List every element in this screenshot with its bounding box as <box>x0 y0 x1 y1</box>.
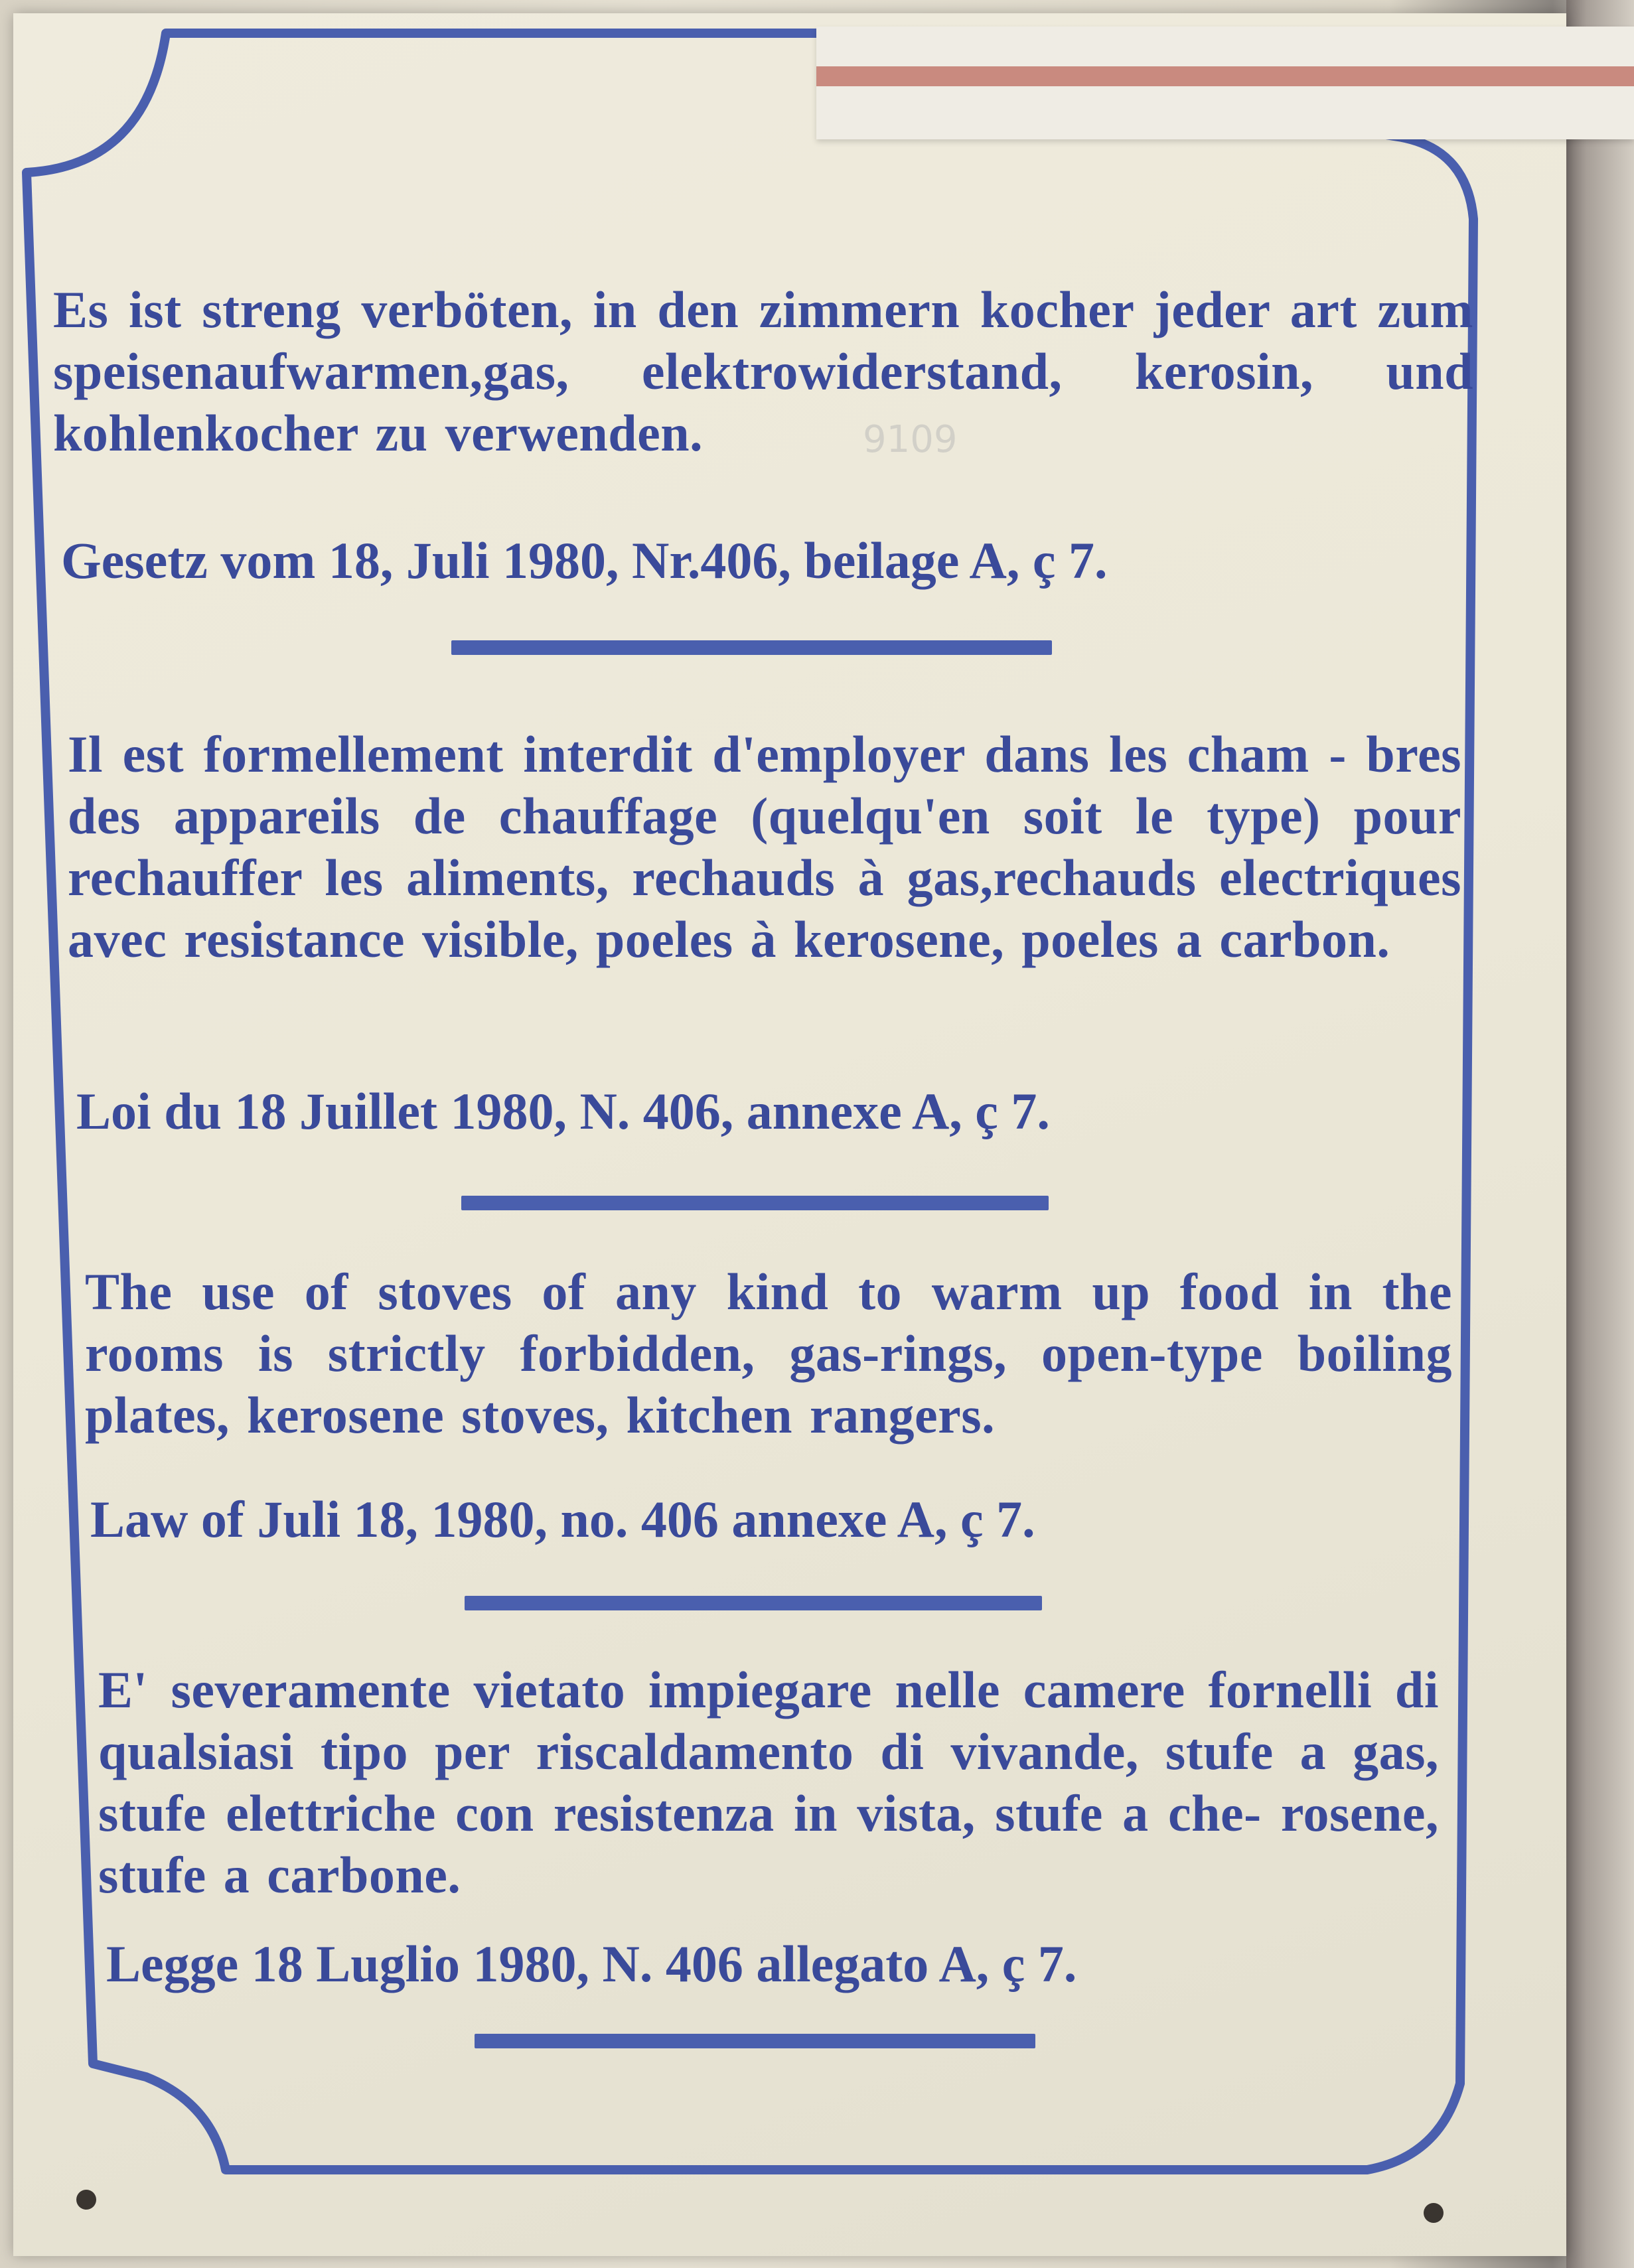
screw-hole-bottom-left <box>76 2190 96 2210</box>
italian-law-reference: Legge 18 Luglio 1980, N. 406 allegato A, ç 7. <box>106 1935 1077 1993</box>
german-warning-text: Es ist streng verböten, in den zimmern kocher jeder art zum speisenaufwarmen,gas, elektrowiderstand, kerosin, und kohlenkocher zu verwenden. <box>53 281 1473 462</box>
handwritten-room-number: 9109 <box>863 418 958 461</box>
screw-hole-bottom-right <box>1424 2203 1444 2223</box>
separator-line-4 <box>475 2034 1035 2048</box>
french-warning-text: Il est formellement interdit d'employer dans les cham - bres des appareils de chauffage (quelqu'en soit le type) pour rechauffer les aliments, rechauds à gas,rechauds electriques avec resistance visible, poeles à kerosene, poeles a carbon. <box>68 725 1461 968</box>
wall-background <box>1566 0 1634 2268</box>
paper-strip-overlay <box>816 27 1634 139</box>
english-warning-text: The use of stoves of any kind to warm up food in the rooms is strictly forbidden, gas-rings, open-type boiling plates, kerosene stoves, kitchen rangers. <box>85 1263 1452 1444</box>
french-law-reference: Loi du 18 Juillet 1980, N. 406, annexe A, ç 7. <box>76 1082 1050 1140</box>
notice-sign <box>13 13 1566 2256</box>
separator-line-3 <box>465 1596 1042 1610</box>
separator-line-1 <box>451 640 1052 655</box>
separator-line-2 <box>461 1196 1049 1210</box>
english-law-reference: Law of Juli 18, 1980, no. 406 annexe A, ç 7. <box>90 1490 1035 1548</box>
italian-warning-text: E' severamente vietato impiegare nelle camere fornelli di qualsiasi tipo per riscaldamento di vivande, stufe a gas, stufe elettriche con resistenza in vista, stufe a che- rosene, stufe a carbone. <box>98 1661 1439 1904</box>
red-stripe <box>816 66 1634 86</box>
german-law-reference: Gesetz vom 18, Juli 1980, Nr.406, beilage A, ç 7. <box>61 532 1108 589</box>
